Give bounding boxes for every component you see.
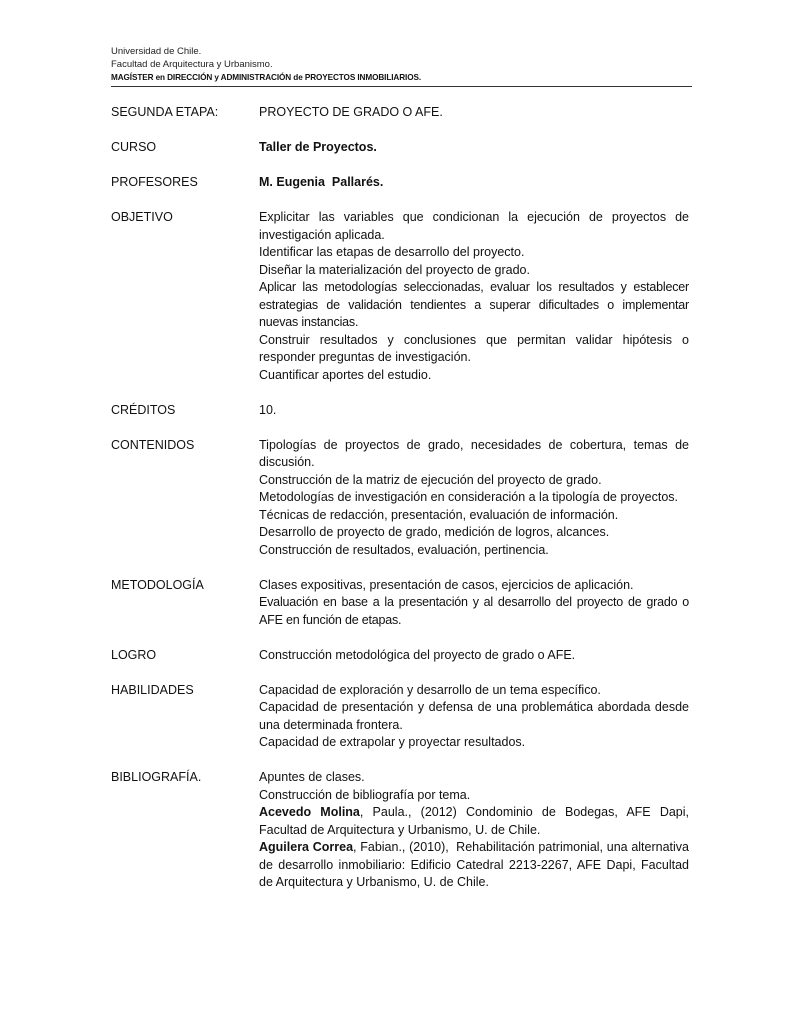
objetivo-item: Explicitar las variables que condicionan la ejecución de proyectos de investigación aplicada. [259,210,689,242]
course-info [111,104,691,909]
segunda-etapa-value: PROYECTO DE GRADO O AFE. [259,105,443,119]
bibliografia-item: Apuntes de clases. [259,770,365,784]
curso-value: Taller de Proyectos. [259,140,377,154]
bibliografia-label: BIBLIOGRAFÍA. [111,770,202,784]
row-bibliografia [111,769,691,892]
row-contenidos [111,437,691,560]
faculty-name: Facultad de Arquitectura y Urbanismo. [111,59,273,70]
reference-author: Aguilera Correa [259,840,354,854]
metodologia-label: METODOLOGÍA [111,577,204,592]
metodologia-item: Evaluación en base a la presentación y al desarrollo del proyecto de grado o AFE en función de etapas. [259,595,689,627]
row-segunda-etapa [111,104,691,122]
contenidos-item: Construcción de la matriz de ejecución del proyecto de grado. [259,472,602,487]
row-creditos [111,402,691,420]
bibliografia-reference [259,839,693,892]
row-curso [111,139,691,157]
bibliografia-reference [259,804,689,839]
reference-details: , Fabian., (2010), Rehabilitación patrimonial, una alternativa de desarrollo inmobiliario: Edificio Catedral 2213-2267, AFE Dapi, Facultad de Arquitectura y Urbanismo, U. de Chile. [259,840,693,889]
row-habilidades [111,682,691,752]
objetivo-label: OBJETIVO [111,210,173,224]
objetivo-item: Identificar las etapas de desarrollo del proyecto. [259,245,525,259]
objetivo-item: Construir resultados y conclusiones que permitan validar hipótesis o responder preguntas de investigación. [259,332,689,364]
contenidos-item: Técnicas de redacción, presentación, evaluación de información. [259,507,619,522]
habilidades-item: Capacidad de presentación y defensa de una problemática abordada desde una determinada frontera. [259,700,689,732]
objetivo-item: Cuantificar aportes del estudio. [259,367,432,382]
contenidos-item: Construcción de resultados, evaluación, pertinencia. [259,542,549,557]
row-metodologia [111,577,691,630]
header-divider [111,86,692,87]
metodologia-list [259,577,689,630]
profesores-text: M. Eugenia Pallarés. [259,175,384,189]
row-objetivo [111,209,691,384]
habilidades-item: Capacidad de extrapolar y proyectar resultados. [259,735,526,749]
reference-details: , Paula., (2012) Condominio de Bodegas, AFE Dapi, Facultad de Arquitectura y Urbanismo, U. de Chile. [259,805,689,837]
contenidos-label: CONTENIDOS [111,437,195,452]
segunda-etapa-label: SEGUNDA ETAPA: [111,105,219,119]
habilidades-list [259,682,689,752]
contenidos-item: Desarrollo de proyecto de grado, medición de logros, alcances. [259,525,610,539]
reference-author: Acevedo Molina [259,805,360,819]
creditos-value: 10. [259,402,277,417]
profesores-label: PROFESORES [111,175,198,189]
metodologia-item: Clases expositivas, presentación de casos, ejercicios de aplicación. [259,577,634,592]
objetivo-item: Diseñar la materialización del proyecto de grado. [259,262,530,277]
habilidades-item: Capacidad de exploración y desarrollo de un tema específico. [259,682,601,697]
contenidos-list [259,437,689,560]
page-header [111,45,691,84]
objetivo-list [259,209,689,384]
row-profesores [111,174,691,192]
bibliografia-item: Construcción de bibliografía por tema. [259,787,471,802]
habilidades-label: HABILIDADES [111,682,194,697]
bibliografia-list [259,769,693,892]
university-name: Universidad de Chile. [111,46,202,57]
profesores-value [259,174,689,192]
curso-label: CURSO [111,140,157,154]
contenidos-item: Metodologías de investigación en consideración a la tipología de proyectos. [259,490,679,504]
contenidos-item: Tipologías de proyectos de grado, necesidades de cobertura, temas de discusión. [259,437,689,469]
logro-value: Construcción metodológica del proyecto de grado o AFE. [259,647,576,662]
program-name: MAGÍSTER en DIRECCIÓN y ADMINISTRACIÓN de PROYECTOS INMOBILIARIOS. [111,73,422,82]
logro-label: LOGRO [111,647,157,662]
objetivo-item: Aplicar las metodologías seleccionadas, evaluar los resultados y establecer estrategias de validación tendientes a superar dificultades o implementar nuevas instancias. [259,280,689,329]
creditos-label: CRÉDITOS [111,402,176,417]
row-logro [111,647,691,665]
